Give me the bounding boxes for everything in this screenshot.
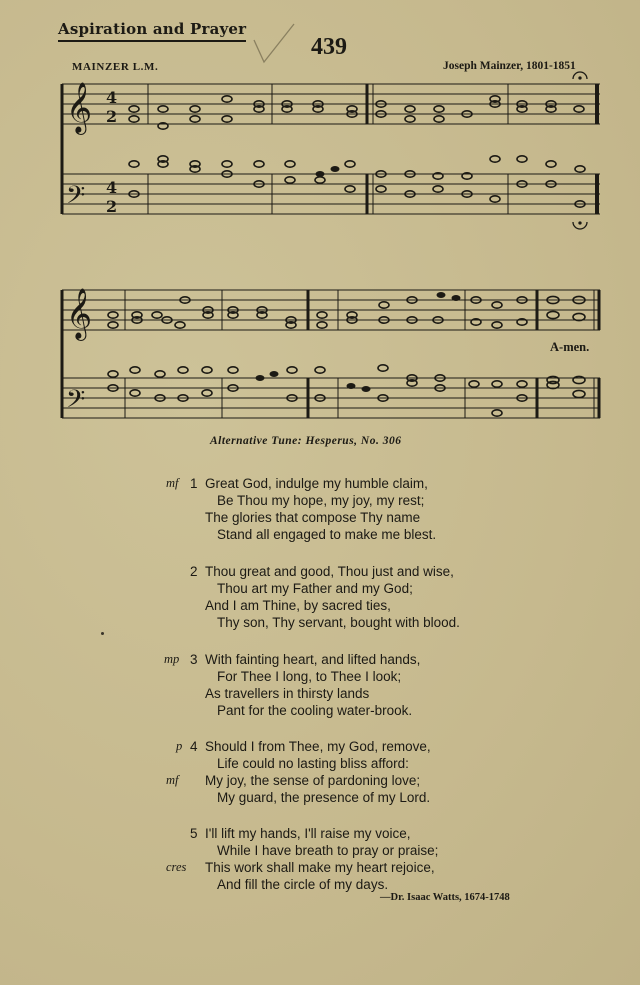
system-1-bass-staff (62, 174, 600, 214)
verse-line: And fill the circle of my days. (217, 877, 389, 892)
system-2-bass-staff (62, 378, 600, 418)
dynamic-mark: p (176, 739, 183, 753)
dynamic-mark: cres (166, 860, 187, 874)
verse-number: 3 (190, 652, 198, 667)
composer-credit: Joseph Mainzer, 1801-1851 (443, 60, 576, 72)
verse-line: And I am Thine, by sacred ties, (205, 598, 391, 613)
lyricist-credit: —Dr. Isaac Watts, 1674-1748 (380, 892, 510, 903)
svg-text:2: 2 (106, 107, 118, 126)
dynamic-mark: mf (166, 773, 179, 787)
amen-label: A-men. (550, 340, 590, 354)
system-2-treble-staff (62, 290, 600, 330)
verse-line: Great God, indulge my humble claim, (205, 476, 428, 491)
hymn-number: 439 (311, 34, 347, 60)
verse-line: I'll lift my hands, I'll raise my voice, (205, 826, 411, 841)
verse-number: 2 (190, 564, 198, 579)
section-title: Aspiration and Prayer (58, 20, 246, 42)
verse-number: 4 (190, 739, 198, 754)
verse-line: Thou great and good, Thou just and wise, (205, 564, 454, 579)
verse-line: While I have breath to pray or praise; (217, 843, 439, 858)
dynamic-mark: mf (166, 476, 179, 490)
verse-line: Pant for the cooling water-brook. (217, 703, 413, 718)
verse-line: With fainting heart, and lifted hands, (205, 652, 421, 667)
tune-name: MAINZER L.M. (72, 61, 159, 73)
svg-text:𝄢: 𝄢 (66, 385, 86, 420)
bass-clef-icon: 𝄢 (66, 181, 86, 216)
svg-text:𝄞: 𝄞 (66, 288, 93, 339)
verse-line: My guard, the presence of my Lord. (217, 790, 431, 805)
verse-line: My joy, the sense of pardoning love; (205, 773, 421, 788)
svg-text:2: 2 (106, 197, 118, 216)
verse-line: Thou art my Father and my God; (217, 581, 413, 596)
verse-line: This work shall make my heart rejoice, (205, 860, 435, 875)
music-score (0, 0, 640, 430)
verse-line: Life could no lasting bliss afford: (217, 756, 409, 771)
verse-number: 1 (190, 476, 198, 491)
verse-line: Thy son, Thy servant, bought with blood. (217, 615, 460, 630)
svg-text:4: 4 (106, 88, 118, 107)
verse-line: As travellers in thirsty lands (205, 686, 370, 701)
verse-line: Be Thou my hope, my joy, my rest; (217, 493, 425, 508)
verse-number: 5 (190, 826, 198, 841)
verse-line: For Thee I long, to Thee I look; (217, 669, 402, 684)
dynamic-mark: mp (164, 652, 180, 666)
alternative-tune-note: Alternative Tune: Hesperus, No. 306 (210, 435, 402, 447)
treble-clef-icon: 𝄞 (66, 82, 93, 133)
system-1-treble-staff (62, 84, 600, 124)
svg-text:4: 4 (106, 178, 118, 197)
verse-line: Stand all engaged to make me blest. (217, 527, 437, 542)
verse-line: Should I from Thee, my God, remove, (205, 739, 431, 754)
print-speck (101, 632, 104, 635)
verse-line: The glories that compose Thy name (205, 510, 421, 525)
